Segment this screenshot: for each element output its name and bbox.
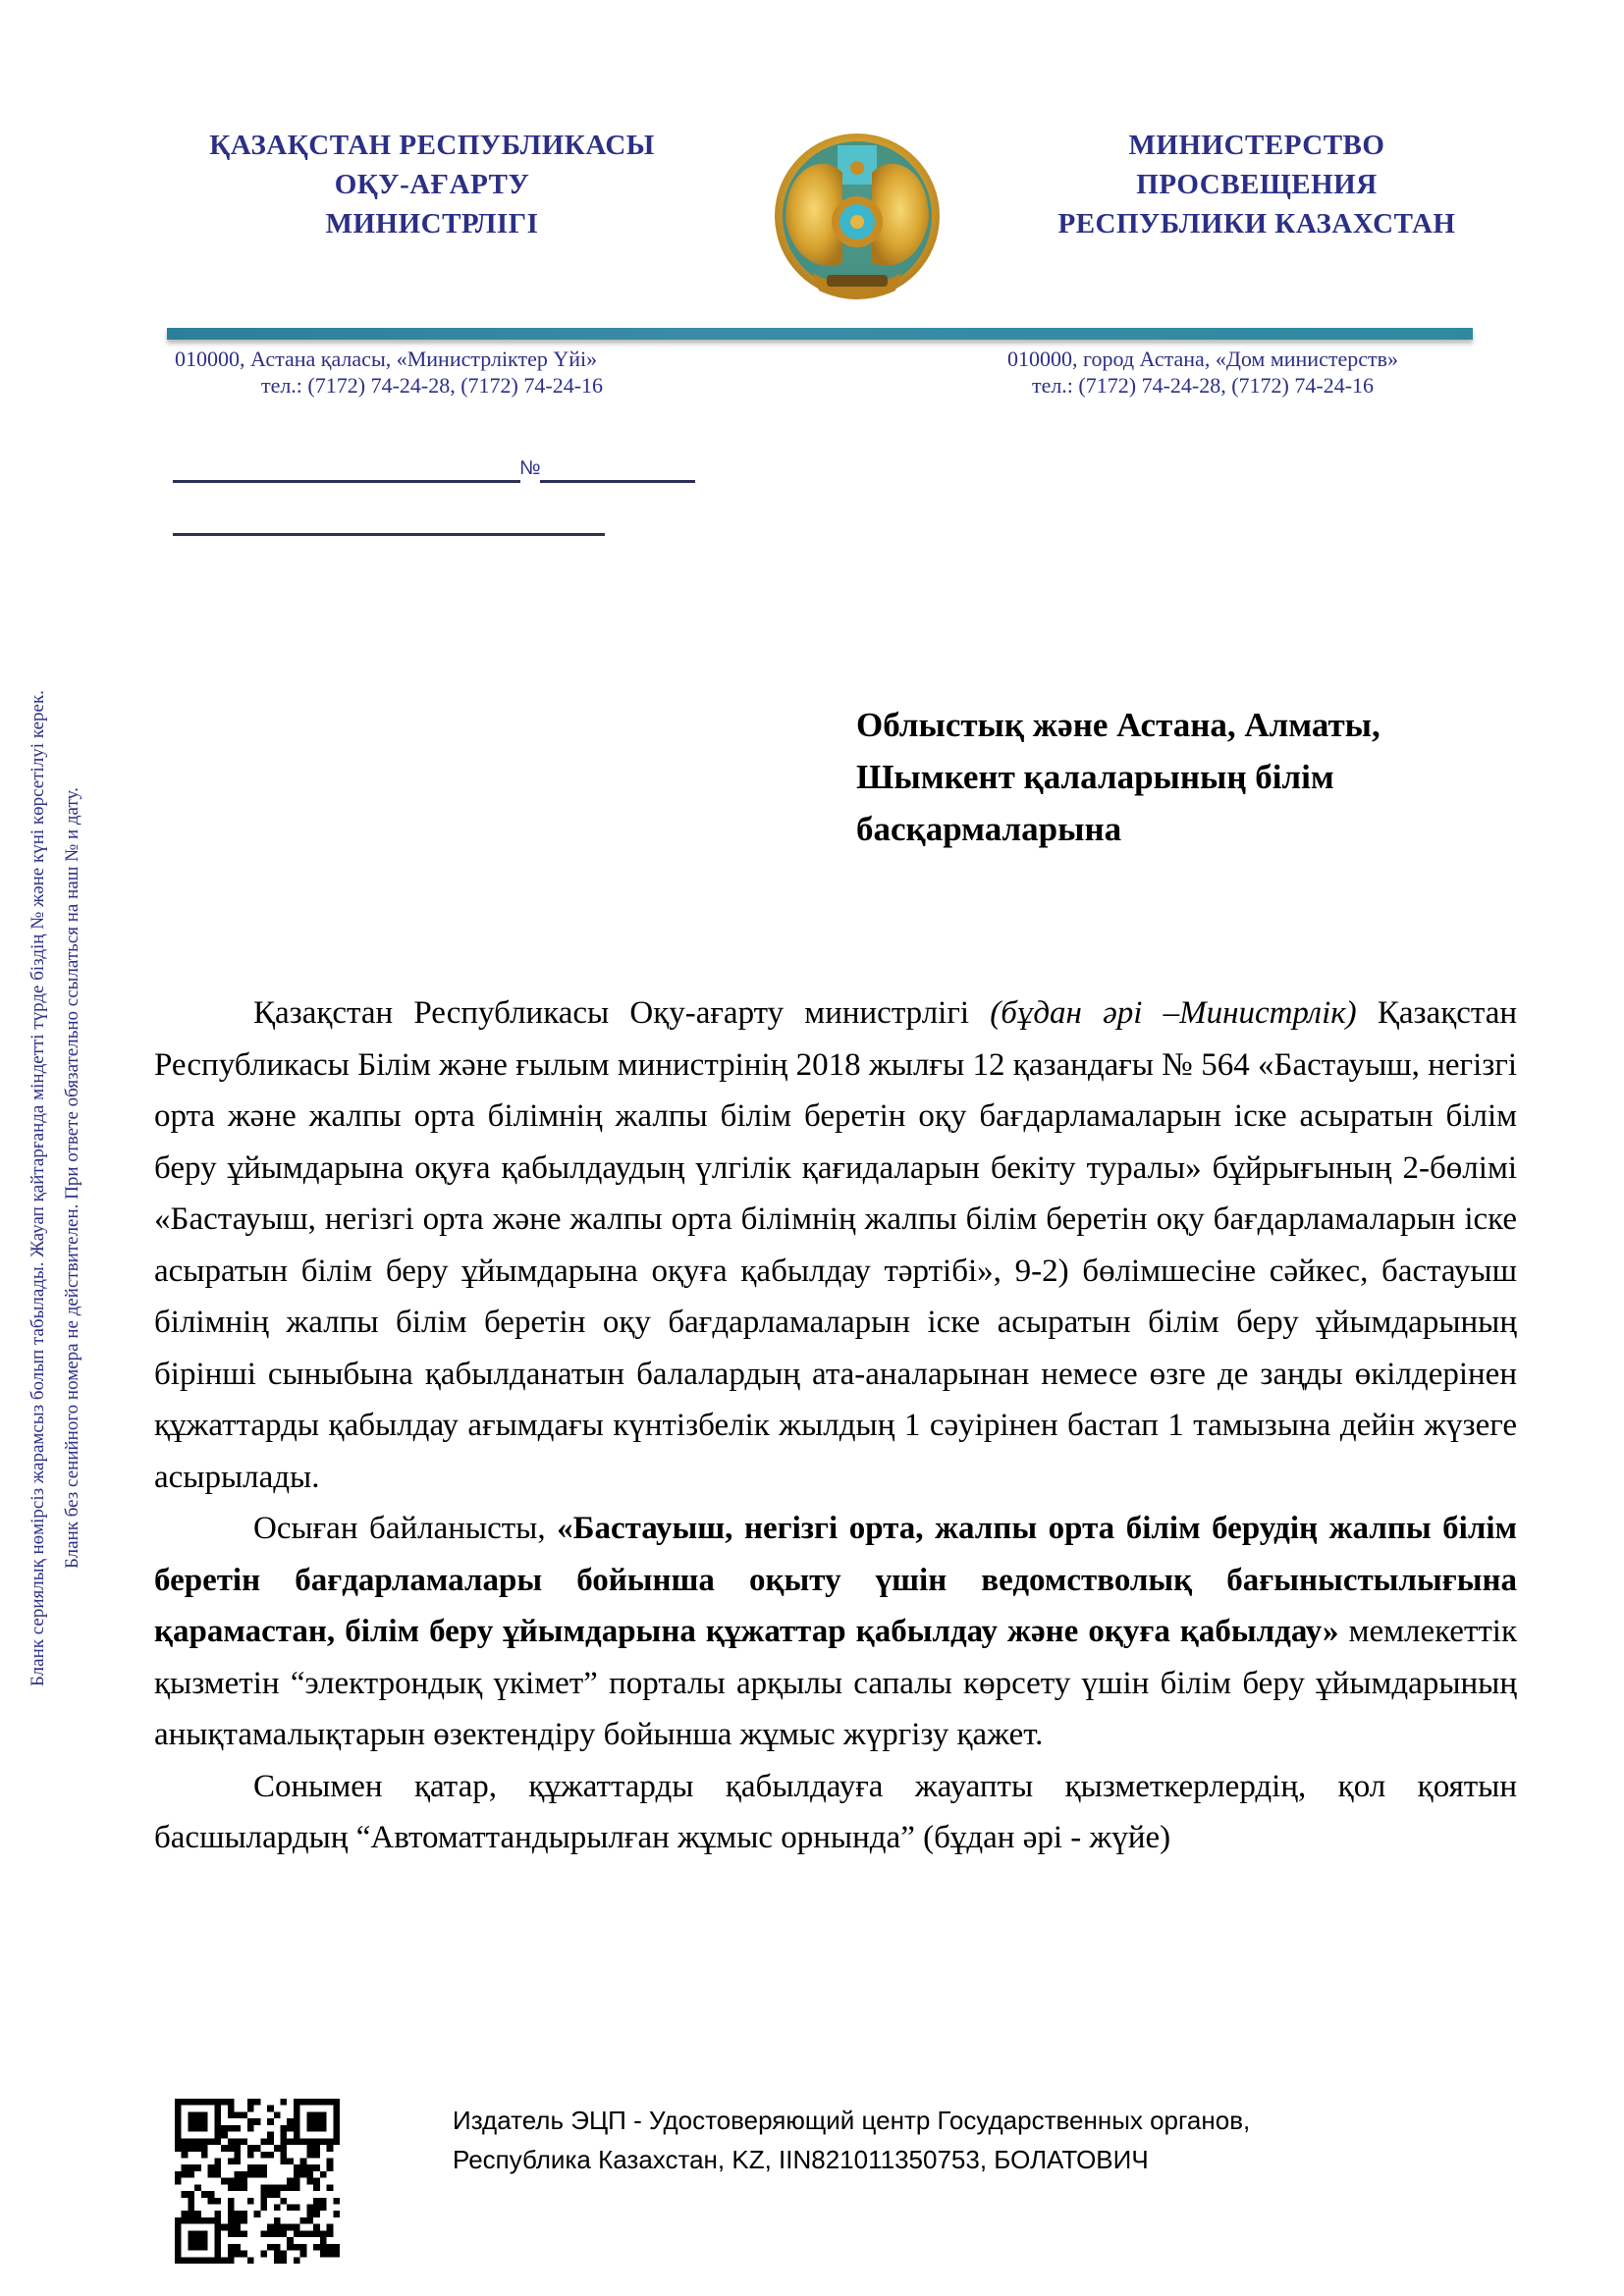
kazakhstan-state-emblem-icon [766,126,948,312]
digital-signature-info [453,2101,1250,2179]
address-ru-line: 010000, город Астана, «Дом министерств» [1007,347,1398,371]
number-blank-line [540,480,695,483]
qr-code-icon [175,2099,340,2264]
org-kz-line: ОҚУ-АҒАРТУ [334,169,530,200]
reference-blank-line [173,533,605,536]
p1-text-a: Қазақстан Республикасы Оқу-ағарту министрлігі [253,995,991,1031]
organization-name-ru [992,126,1522,243]
paragraph-1 [154,988,1517,1503]
p1-text-b: Қазақстан Республикасы Білім және ғылым министрінің 2018 жылғы 12 қазандағы № 564 «Бастауыш, негізгі орта және жалпы орта білімнің жалпы білім беретін оқу бағдарламаларын іске асыратын білім беру ұйымдарына оқуға қабылдаудың үлгілік қағидаларын бекіту туралы» бұйрығының 2-бөлімі «Бастауыш, негізгі орта және жалпы орта білімнің жалпы білім беретін оқу бағдарламаларын іске асыратын білім беру ұйымдарына оқуға қабылдау тәртібі», 9-2) бөлімшесіне сәйкес, бастауыш білімнің жалпы білім беретін оқу бағдарламаларын іске асыратын білім беру ұйымдарының бірінші сыныбына қабылданатын балалардың ата-аналарынан немесе өзге де заңды өкілдерінен құжаттарды қабылдау ағымдағы күнтізбелік жылдың 1 сәуірінен бастап 1 тамызына дейін жүзеге асырылады. [154,995,1518,1495]
phone-kz-line: тел.: (7172) 74-24-28, (7172) 74-24-16 [260,373,604,398]
address-kz-line: 010000, Астана қаласы, «Министрліктер Үйі» [175,347,598,371]
org-kz-line: ҚАЗАҚСТАН РЕСПУБЛИКАСЫ [209,130,655,161]
side-note-ru: Бланк без сенийного номера не действителен. При ответе обязательно ссылаться на наш № и дату. [62,787,82,1569]
organization-name-kz [157,126,707,243]
paragraph-2 [154,1503,1517,1761]
addressee-line: Шымкент қалаларының білім [856,758,1334,796]
date-blank-line [173,480,520,483]
phone-ru-line: тел.: (7172) 74-24-28, (7172) 74-24-16 [1031,373,1375,398]
p2-text-a: Осыған байланысты, [253,1511,558,1546]
address-ru [933,346,1473,399]
number-sign: № [519,457,541,479]
address-kz [157,346,707,399]
org-kz-line: МИНИСТРЛІГІ [325,208,539,240]
signature-line: Республика Казахстан, KZ, IIN821011350753, БОЛАТОВИЧ [453,2145,1149,2174]
p2-service-name: «Бастауыш, негізгі орта, жалпы орта білім берудің жалпы білім беретін бағдарламалары бойынша оқыту үшін ведомстволық бағыныстылығына қарамастан, білім беру ұйымдарына құжаттар қабылдау және оқуға қабылдау» [154,1511,1517,1649]
addressee-block [856,699,1494,855]
letter-body [154,988,1517,1864]
p2-text-b: мемлекеттік қызметін “электрондық үкімет” порталы арқылы сапалы көрсету үшін білім беру ұйымдарының анықтамалықтарын өзектендіру бойынша жұмыс жүргізу қажет. [154,1614,1517,1752]
addressee-line: басқармаларына [856,810,1122,848]
header-divider-bar [167,328,1473,340]
p3-text: Сонымен қатар, құжаттарды қабылдауға жауапты қызметкерлердің, қол қоятын басшылардың “Автоматтандырылған жұмыс орнында” (бұдан әрі - жүйе) [154,1768,1517,1855]
paragraph-3 [154,1761,1517,1864]
org-ru-line: МИНИСТЕРСТВО [1128,130,1385,161]
addressee-line: Облыстық және Астана, Алматы, [856,706,1380,744]
org-ru-line: РЕСПУБЛИКИ КАЗАХСТАН [1057,208,1456,240]
side-note-kz: Бланк сериялық нөмірсіз жарамсыз болып табылады. Жауап қайтарғанда міндетті түрде біздің № және күні көрсетілуі керек. [27,690,48,1686]
signature-line: Издатель ЭЦП - Удостоверяющий центр Государственных органов, [453,2106,1251,2135]
p1-italic-note: (бұдан әрі –Министрлік) [990,995,1357,1031]
org-ru-line: ПРОСВЕЩЕНИЯ [1136,169,1378,200]
